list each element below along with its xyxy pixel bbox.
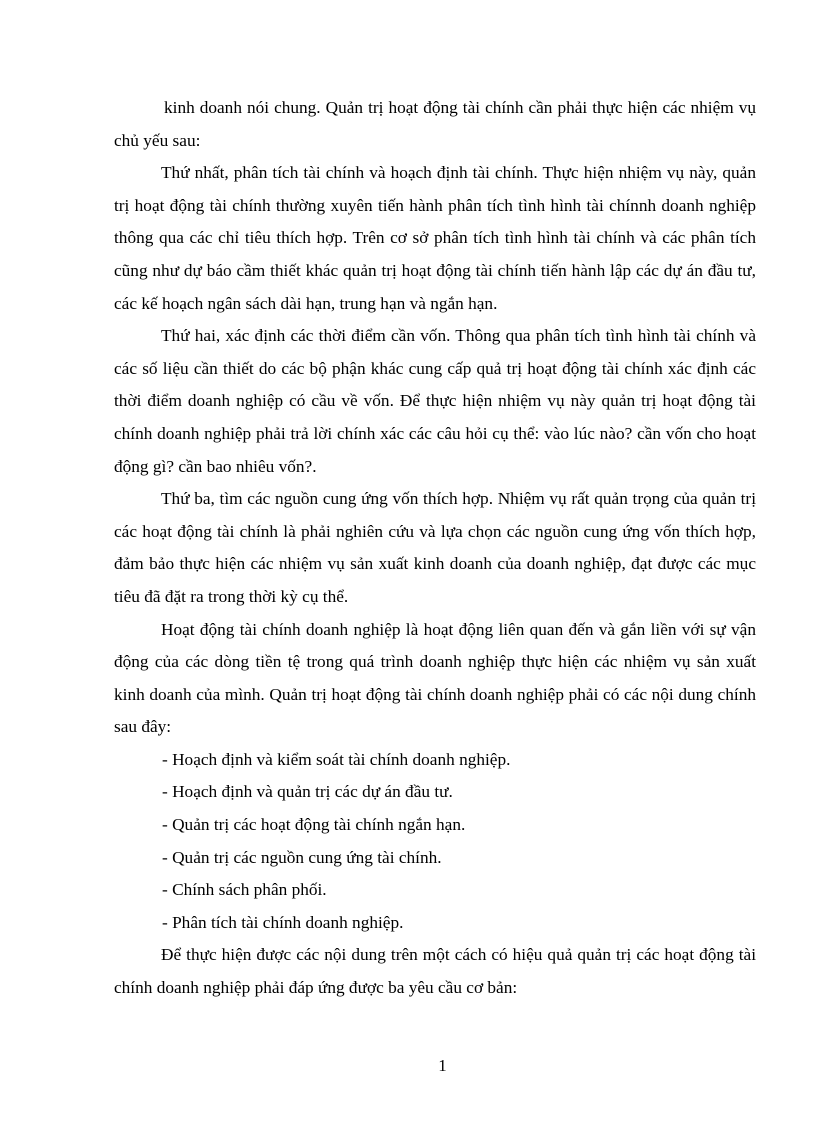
page-number: 1 xyxy=(438,1056,447,1075)
paragraph-second-task: Thứ hai, xác định các thời điểm cần vốn. Thông qua phân tích tình hình tài chính và các số liệu cần thiết do các bộ phận khác cung cấp quả trị hoạt động tài chính xác định các thời điểm doanh nghiệp có cầu về vốn. Để thực hiện nhiệm vụ này quản trị hoạt động tài chính doanh nghiệp phải trả lời chính xác các câu hỏi cụ thể: vào lúc nào? cần vốn cho hoạt động gì? cần bao nhiêu vốn?. xyxy=(114,326,756,476)
list-item: - Quản trị các hoạt động tài chính ngắn hạn. xyxy=(162,815,466,835)
list-item: - Hoạch định và kiểm soát tài chính doanh nghiệp. xyxy=(162,749,511,769)
list-item: - Hoạch định và quản trị các dự án đầu tư. xyxy=(162,782,453,802)
list-item: - Phân tích tài chính doanh nghiệp. xyxy=(162,912,404,932)
paragraph-third-task: Thứ ba, tìm các nguồn cung ứng vốn thích hợp. Nhiệm vụ rất quản trọng của quản trị các hoạt động tài chính là phải nghiên cứu và lựa chọn các nguồn cung ứng vốn thích hợp, đảm bảo thực hiện các nhiệm vụ sản xuất kinh doanh của doanh nghiệp, đạt được các mục tiêu đã đặt ra trong thời kỳ cụ thể. xyxy=(114,489,756,606)
list-item: - Quản trị các nguồn cung ứng tài chính. xyxy=(162,847,442,867)
paragraph-financial-activity: Hoạt động tài chính doanh nghiệp là hoạt động liên quan đến và gắn liền với sự vận động của các dòng tiền tệ trong quá trình doanh nghiệp thực hiện các nhiệm vụ sản xuất kinh doanh của mình. Quản trị hoạt động tài chính doanh nghiệp phải có các nội dung chính sau đây: xyxy=(114,619,756,737)
list-item: - Chính sách phân phối. xyxy=(162,880,327,900)
paragraph-closing: Để thực hiện được các nội dung trên một cách có hiệu quả quản trị các hoạt động tài chính doanh nghiệp phải đáp ứng được ba yêu cầu cơ bản: xyxy=(114,945,756,998)
paragraph-intro: kinh doanh nói chung. Quản trị hoạt động tài chính cần phải thực hiện các nhiệm vụ chủ yếu sau: xyxy=(114,98,756,150)
paragraph-first-task: Thứ nhất, phân tích tài chính và hoạch định tài chính. Thực hiện nhiệm vụ này, quản trị hoạt động tài chính thường xuyên tiến hành phân tích tình hình tài chínnh doanh nghiệp thông qua các chỉ tiêu thích hợp. Trên cơ sở phân tích tình hình tài chính và các phân tích cũng như dự báo cầm thiết khác quản trị hoạt động tài chính tiến hành lập các dự án đầu tư, các kế hoạch ngân sách dài hạn, trung hạn và ngắn hạn. xyxy=(114,163,756,313)
content-list xyxy=(114,744,756,940)
document-body xyxy=(114,92,756,1005)
